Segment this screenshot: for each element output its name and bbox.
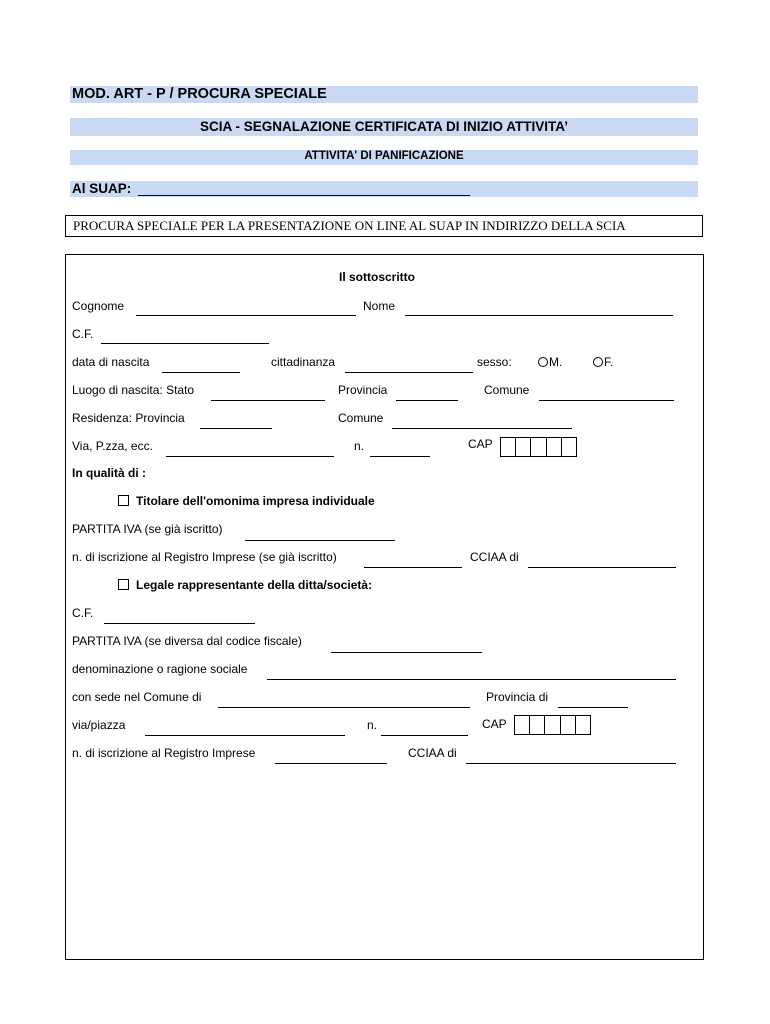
- cf2-label: C.F.: [72, 606, 94, 620]
- legale-label: Legale rappresentante della ditta/società:: [136, 578, 373, 592]
- iscrizione-registro-field[interactable]: [364, 567, 462, 568]
- iscrizione-registro-label: n. di iscrizione al Registro Imprese (se già iscritto): [72, 550, 337, 564]
- via-field[interactable]: [166, 456, 334, 457]
- cap2-field[interactable]: [514, 715, 591, 735]
- suap-field[interactable]: [138, 195, 470, 196]
- residenza-label: Residenza: Provincia: [72, 411, 185, 425]
- procura-banner: PROCURA SPECIALE PER LA PRESENTAZIONE ON LINE AL SUAP IN INDIRIZZO DELLA SCIA: [65, 215, 703, 237]
- denominazione-label: denominazione o ragione sociale: [72, 662, 248, 676]
- titolare-checkbox[interactable]: [118, 495, 129, 506]
- residenza-provincia-field[interactable]: [200, 428, 272, 429]
- via-label: Via, P.zza, ecc.: [72, 439, 153, 453]
- partita-iva2-field[interactable]: [331, 652, 482, 653]
- nome-label: Nome: [363, 299, 396, 313]
- sesso-f-label: F.: [604, 355, 614, 369]
- via-piazza-field[interactable]: [145, 735, 345, 736]
- data-nascita-field[interactable]: [162, 372, 240, 373]
- sede-comune-label: con sede nel Comune di: [72, 690, 202, 704]
- luogo-nascita-stato-field[interactable]: [211, 400, 325, 401]
- header-band-suap: [70, 181, 698, 197]
- attivita-title: ATTIVITA' DI PANIFICAZIONE: [304, 150, 464, 162]
- numero-field[interactable]: [370, 456, 430, 457]
- comune-nascita-field[interactable]: [539, 400, 674, 401]
- header-band-mod: [70, 86, 698, 103]
- nome-field[interactable]: [405, 315, 673, 316]
- titolare-label: Titolare dell'omonima impresa individuale: [136, 494, 375, 508]
- cittadinanza-label: cittadinanza: [271, 355, 336, 369]
- provincia-di-field[interactable]: [558, 707, 628, 708]
- via-piazza-label: via/piazza: [72, 718, 126, 732]
- sede-comune-field[interactable]: [218, 707, 470, 708]
- residenza-comune-field[interactable]: [392, 428, 572, 429]
- iscrizione-registro2-field[interactable]: [275, 763, 387, 764]
- cf2-field[interactable]: [104, 623, 255, 624]
- header-band-scia: [70, 118, 698, 136]
- sesso-label: sesso:: [477, 355, 512, 369]
- iscrizione-registro2-label: n. di iscrizione al Registro Imprese: [72, 746, 256, 760]
- luogo-nascita-label: Luogo di nascita: Stato: [72, 383, 195, 397]
- cf-label: C.F.: [72, 327, 94, 341]
- numero2-label: n.: [367, 718, 378, 732]
- denominazione-field[interactable]: [267, 679, 676, 680]
- cap2-label: CAP: [482, 717, 507, 731]
- mod-title: MOD. ART - P / PROCURA SPECIALE: [72, 86, 327, 102]
- partita-iva-field[interactable]: [245, 540, 395, 541]
- residenza-comune-label: Comune: [338, 411, 384, 425]
- in-qualita-label: In qualità di :: [72, 466, 146, 480]
- cap-label: CAP: [468, 437, 493, 451]
- header-band-attivita: [70, 150, 698, 165]
- provincia-nascita-label: Provincia: [338, 383, 388, 397]
- suap-label: Al SUAP:: [72, 181, 132, 196]
- cciaa-field[interactable]: [528, 567, 676, 568]
- cognome-field[interactable]: [136, 315, 356, 316]
- numero2-field[interactable]: [381, 735, 468, 736]
- provincia-di-label: Provincia di: [486, 690, 549, 704]
- cognome-label: Cognome: [72, 299, 125, 313]
- cittadinanza-field[interactable]: [345, 372, 473, 373]
- data-nascita-label: data di nascita: [72, 355, 150, 369]
- sottoscritto-heading: Il sottoscritto: [339, 270, 416, 284]
- cciaa-label: CCIAA di: [470, 550, 519, 564]
- sesso-m-label: M.: [549, 355, 563, 369]
- provincia-nascita-field[interactable]: [396, 400, 458, 401]
- legale-checkbox[interactable]: [118, 579, 129, 590]
- cap-field[interactable]: [500, 437, 577, 457]
- numero-label: n.: [354, 439, 365, 453]
- partita-iva2-label: PARTITA IVA (se diversa dal codice fiscale): [72, 634, 302, 648]
- cf-field[interactable]: [101, 343, 269, 344]
- comune-nascita-label: Comune: [484, 383, 530, 397]
- scia-title: SCIA - SEGNALAZIONE CERTIFICATA DI INIZIO ATTIVITA’: [200, 119, 568, 134]
- partita-iva-label: PARTITA IVA (se già iscritto): [72, 522, 223, 536]
- sesso-m-radio[interactable]: [538, 357, 548, 367]
- cciaa2-label: CCIAA di: [408, 746, 457, 760]
- sesso-f-radio[interactable]: [593, 357, 603, 367]
- cciaa2-field[interactable]: [466, 763, 676, 764]
